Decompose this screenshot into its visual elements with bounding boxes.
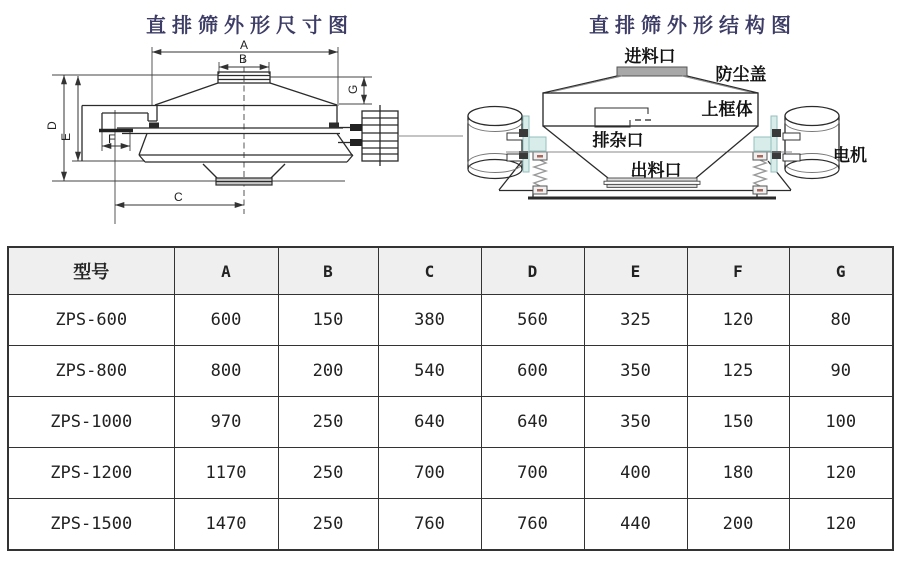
value-cell: 100 [789,397,893,448]
value-cell: 800 [174,346,278,397]
dimension-diagram [44,38,476,234]
value-cell: 150 [278,295,378,346]
value-cell: 970 [174,397,278,448]
bolt [772,129,781,137]
col-header-f: F [687,247,789,295]
value-cell: 120 [789,448,893,499]
model-cell: ZPS-1200 [8,448,174,499]
spring-right [754,160,766,186]
dim-label-d: D [45,121,59,130]
value-cell: 540 [378,346,481,397]
label-discharge-port: 出料口 [630,161,682,180]
value-cell: 90 [789,346,893,397]
inlet-port [617,67,687,76]
table-row [8,448,893,499]
value-cell: 350 [584,397,687,448]
label-upper-frame: 上框体 [701,100,753,119]
table-row [8,295,893,346]
bolt [350,139,362,146]
col-header-e: E [584,247,687,295]
col-header-g: G [789,247,893,295]
label-motor: 电机 [833,146,867,165]
dimension-figure-title: 直排筛外形尺寸图 [146,15,354,37]
value-cell: 640 [378,397,481,448]
value-cell: 440 [584,499,687,551]
structure-figure-title: 直排筛外形结构图 [589,15,797,37]
label-impurity-port: 排杂口 [592,131,644,150]
col-header-a: A [174,247,278,295]
value-cell: 560 [481,295,584,346]
motor-left [468,107,524,179]
table-row [8,397,893,448]
motor-lug [783,154,800,161]
value-cell: 120 [687,295,789,346]
value-cell: 200 [687,499,789,551]
value-cell: 380 [378,295,481,346]
model-cell: ZPS-1000 [8,397,174,448]
label-inlet: 进料口 [624,47,676,66]
col-header-c: C [378,247,481,295]
dim-label-a: A [240,38,249,52]
model-cell: ZPS-1500 [8,499,174,551]
dim-label-e: E [59,132,73,141]
value-cell: 600 [174,295,278,346]
col-header-d: D [481,247,584,295]
value-cell: 325 [584,295,687,346]
value-cell: 1170 [174,448,278,499]
col-header-b: B [278,247,378,295]
value-cell: 350 [584,346,687,397]
model-cell: ZPS-800 [8,346,174,397]
value-cell: 150 [687,397,789,448]
value-cell: 250 [278,397,378,448]
reference-lines [52,47,372,224]
value-cell: 80 [789,295,893,346]
value-cell: 1470 [174,499,278,551]
value-cell: 200 [278,346,378,397]
bolt [519,129,528,137]
dim-label-c: C [174,190,183,204]
value-cell: 700 [481,448,584,499]
value-cell: 700 [378,448,481,499]
label-dust-cover: 防尘盖 [715,65,767,84]
value-cell: 125 [687,346,789,397]
value-cell: 640 [481,397,584,448]
col-header-model: 型号 [8,247,174,295]
table-row [8,346,893,397]
deck-clamp-right [329,123,339,129]
value-cell: 400 [584,448,687,499]
sieve-outline [82,72,353,185]
model-cell: ZPS-600 [8,295,174,346]
dim-label-b: B [239,52,248,66]
value-cell: 600 [481,346,584,397]
header-row [8,247,893,295]
value-cell: 250 [278,448,378,499]
spec-table [7,246,894,551]
value-cell: 760 [378,499,481,551]
bolt [350,124,362,131]
motor-lug [783,133,800,140]
dim-label-f: F [108,132,116,146]
spring-left [534,160,546,186]
motor-right [783,107,839,179]
value-cell: 250 [278,499,378,551]
value-cell: 180 [687,448,789,499]
motor-bracket-left [519,116,546,172]
dim-label-g: G [346,84,360,94]
structure-diagram [455,44,885,209]
table-row [8,499,893,551]
deck-clamp-left [149,123,159,129]
value-cell: 760 [481,499,584,551]
value-cell: 120 [789,499,893,551]
mount-stack [338,105,463,166]
